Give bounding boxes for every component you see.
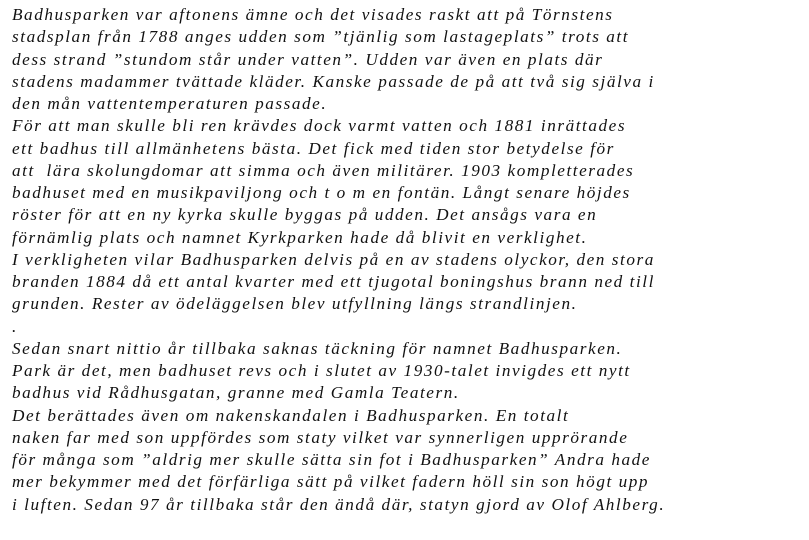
text-line: ett badhus till allmänhetens bästa. Det fick med tiden stor betydelse för [12, 138, 615, 158]
text-line: grunden. Rester av ödeläggelsen blev utfyllning längs strandlinjen. [12, 294, 578, 314]
text-line: Sedan snart nittio år tillbaka saknas täckning för namnet Badhusparken. [12, 338, 623, 358]
text-line: För att man skulle bli ren krävdes dock varmt vatten och 1881 inrättades [12, 116, 627, 136]
text-line: stadsplan från 1788 anges udden som ”tjänlig som lastageplats” trots att [12, 27, 630, 47]
text-line: naken far med son uppfördes som staty vilket var synnerligen upprörande [12, 427, 629, 447]
text-line: förnämlig plats och namnet Kyrkparken hade då blivit en verklighet. [12, 227, 588, 247]
text-line: för många som ”aldrig mer skulle sätta sin fot i Badhusparken” Andra hade [12, 450, 651, 469]
text-line: . [12, 316, 18, 336]
text-line: stadens madammer tvättade kläder. Kanske passade de på att två sig själva i [12, 71, 655, 91]
text-line: branden 1884 då ett antal kvarter med ett tjugotal boningshus brann ned till [12, 272, 655, 291]
text-line: I verkligheten vilar Badhusparken delvis på en av stadens olyckor, den stora [12, 249, 655, 269]
text-line: Badhusparken var aftonens ämne och det visades raskt att på Törnstens [12, 5, 614, 24]
text-line: Det berättades även om nakenskandalen i Badhusparken. En totalt [12, 405, 570, 425]
text-line: Park är det, men badhuset revs och i slutet av 1930-talet invigdes ett nytt [12, 361, 631, 380]
text-line: i luften. Sedan 97 år tillbaka står den ändå där, statyn gjord av Olof Ahlberg. [12, 494, 666, 514]
text-line: badhuset med en musikpaviljong och t o m en fontän. Långt senare höjdes [12, 183, 631, 202]
document-body [12, 4, 807, 516]
text-line: att lära skolungdomar att simma och även militärer. 1903 kompletterades [12, 160, 635, 180]
text-line: badhus vid Rådhusgatan, granne med Gamla Teatern. [12, 383, 460, 403]
text-line: dess strand ”stundom står under vatten”. Udden var även en plats där [12, 49, 604, 69]
text-line: mer bekymmer med det förfärliga sätt på vilket fadern höll sin son högt upp [12, 472, 650, 492]
text-line: den mån vattentemperaturen passade. [12, 94, 328, 113]
text-line: röster för att en ny kyrka skulle byggas på udden. Det ansågs vara en [12, 205, 598, 225]
